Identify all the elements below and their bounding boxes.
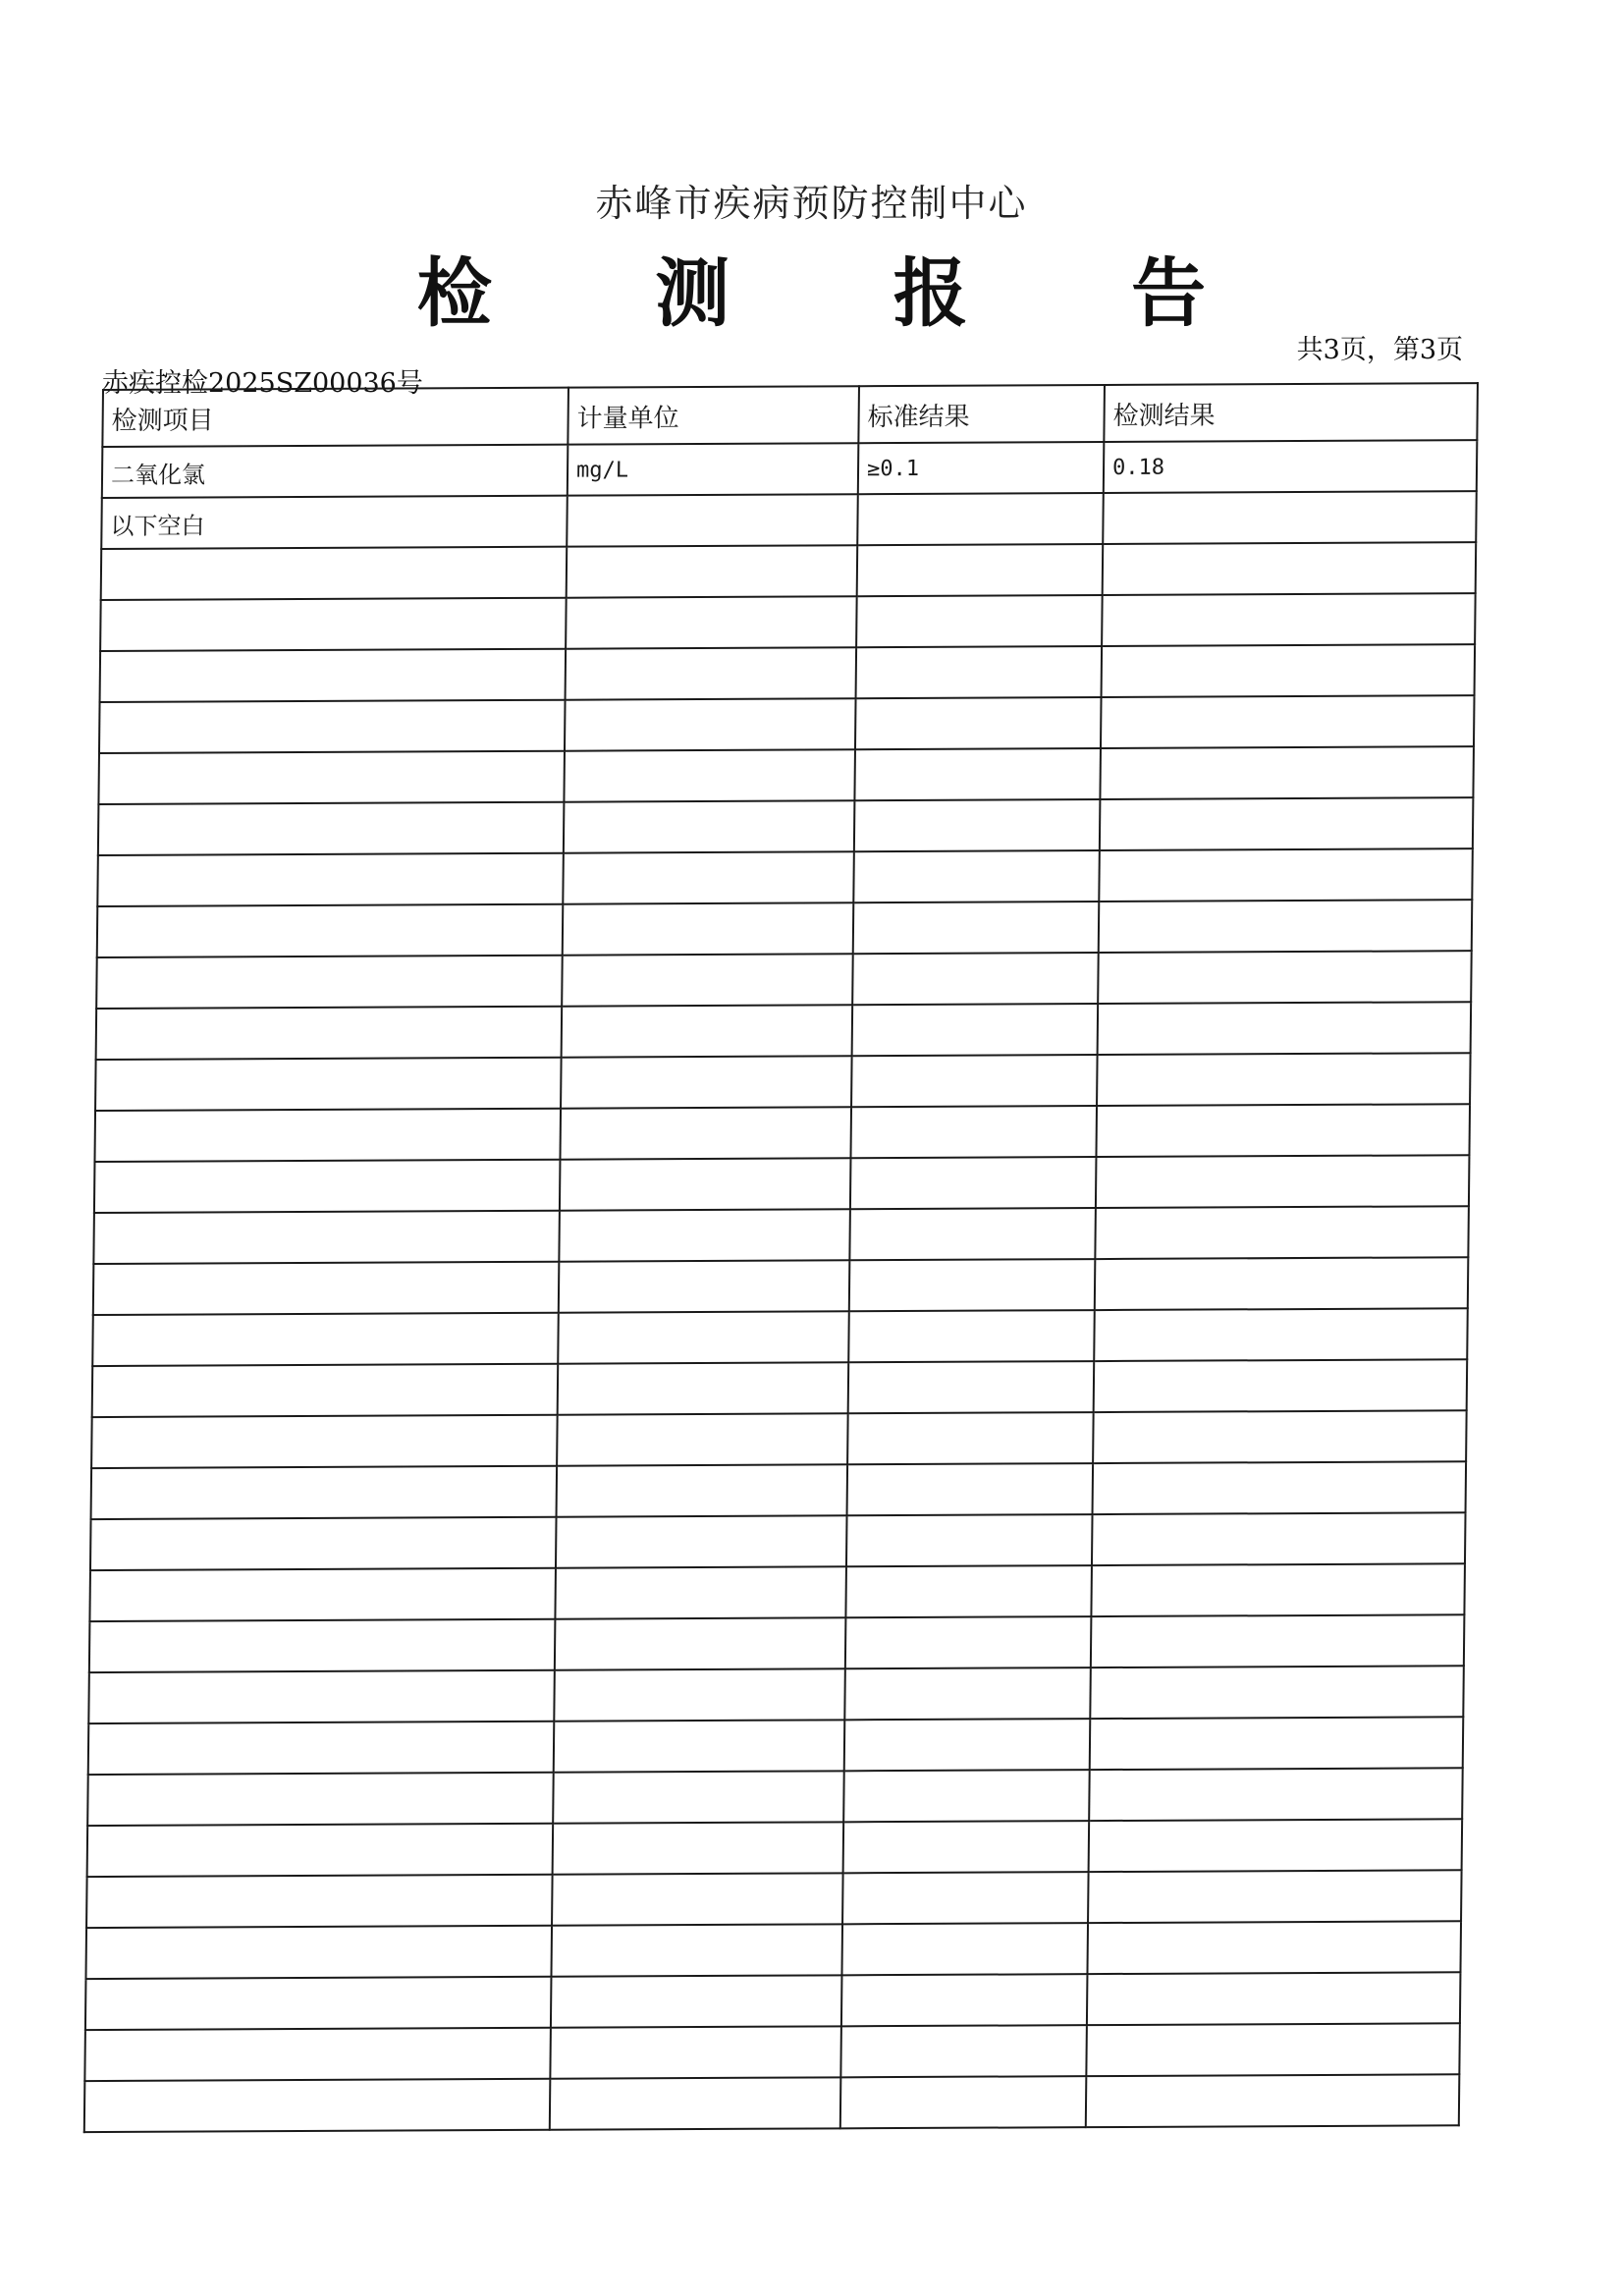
empty-cell <box>88 1722 555 1775</box>
empty-table-row <box>89 1563 1465 1621</box>
empty-table-row <box>98 746 1474 804</box>
empty-cell <box>849 1208 1096 1260</box>
empty-cell <box>854 799 1101 851</box>
column-header-item: 检测项目 <box>102 388 568 447</box>
empty-cell <box>1099 848 1473 902</box>
empty-table-row <box>85 1921 1461 1979</box>
empty-cell <box>1098 951 1472 1004</box>
empty-cell <box>88 1670 555 1723</box>
empty-cell <box>98 802 565 855</box>
empty-cell <box>1100 797 1474 850</box>
empty-cell <box>558 1311 849 1363</box>
empty-cell <box>855 697 1102 749</box>
empty-cell <box>566 647 857 699</box>
cell-standard: ≥0.1 <box>858 442 1105 494</box>
empty-cell <box>85 1977 552 2030</box>
empty-table-row <box>93 1206 1469 1264</box>
report-number: 赤疾控检2025SZ00036号 <box>102 368 423 399</box>
empty-table-row <box>91 1410 1467 1468</box>
empty-cell <box>95 1058 562 1111</box>
cell-unit: mg/L <box>568 443 859 495</box>
empty-cell <box>841 1923 1088 1975</box>
empty-cell <box>554 1720 845 1772</box>
empty-table-row <box>97 848 1473 906</box>
empty-cell <box>1094 1359 1468 1412</box>
empty-table-row <box>94 1155 1470 1213</box>
empty-cell <box>847 1412 1094 1464</box>
empty-table-row <box>100 644 1476 702</box>
empty-cell <box>552 1873 843 1925</box>
empty-cell <box>96 1007 563 1060</box>
empty-cell <box>843 1821 1090 1873</box>
cell-item: 二氧化氯 <box>102 445 568 498</box>
empty-cell <box>86 1875 553 1928</box>
empty-cell <box>844 1719 1091 1771</box>
empty-cell <box>1093 1461 1467 1514</box>
empty-cell <box>848 1361 1095 1413</box>
empty-cell <box>551 1975 842 2027</box>
empty-cell <box>847 1463 1094 1515</box>
cell-unit <box>567 494 858 546</box>
empty-table-row <box>94 1104 1470 1162</box>
empty-cell <box>94 1160 561 1213</box>
table-row <box>101 491 1477 549</box>
empty-cell <box>563 902 854 955</box>
empty-cell <box>84 2079 551 2132</box>
empty-cell <box>1095 1257 1469 1310</box>
empty-cell <box>845 1565 1092 1617</box>
empty-cell <box>550 2026 841 2078</box>
empty-cell <box>557 1464 848 1516</box>
empty-table-row <box>98 797 1474 855</box>
empty-cell <box>91 1415 558 1468</box>
empty-table-row <box>87 1819 1463 1877</box>
empty-cell <box>557 1413 848 1465</box>
cell-standard <box>857 493 1104 545</box>
empty-cell <box>91 1466 558 1519</box>
empty-cell <box>1088 1870 1462 1923</box>
empty-cell <box>84 2028 551 2081</box>
empty-cell <box>93 1211 560 1264</box>
empty-table-row <box>86 1870 1462 1928</box>
column-header-unit: 计量单位 <box>568 386 859 444</box>
empty-cell <box>842 1872 1089 1924</box>
empty-cell <box>1093 1410 1467 1463</box>
empty-cell <box>1089 1768 1463 1821</box>
empty-cell <box>1091 1614 1465 1667</box>
empty-cell <box>564 800 855 852</box>
cell-result: 0.18 <box>1104 440 1478 493</box>
empty-cell <box>553 1822 844 1874</box>
empty-cell <box>1099 900 1473 953</box>
empty-table-row <box>101 542 1477 600</box>
empty-table-row <box>99 695 1475 753</box>
empty-cell <box>555 1566 846 1618</box>
empty-cell <box>850 1106 1097 1158</box>
empty-cell <box>1096 1104 1470 1157</box>
empty-table-row <box>89 1614 1465 1672</box>
empty-table-row <box>95 1053 1471 1111</box>
empty-cell <box>559 1260 850 1312</box>
empty-cell <box>97 853 564 906</box>
empty-cell <box>98 751 565 804</box>
empty-table-row <box>96 1002 1472 1060</box>
document-title: 检 测 报 告 <box>416 249 1275 337</box>
empty-cell <box>1098 1002 1472 1055</box>
empty-cell <box>101 547 568 600</box>
empty-cell <box>100 649 567 702</box>
empty-cell <box>99 700 566 753</box>
empty-cell <box>1090 1717 1464 1770</box>
empty-table-row <box>87 1768 1463 1826</box>
empty-cell <box>92 1313 559 1366</box>
empty-cell <box>840 2076 1087 2128</box>
empty-cell <box>1092 1512 1466 1565</box>
empty-table-row <box>84 2023 1460 2081</box>
empty-cell <box>1087 1972 1461 2025</box>
empty-table-row <box>92 1359 1468 1417</box>
empty-cell <box>852 953 1099 1005</box>
empty-cell <box>1087 1921 1461 1974</box>
empty-cell <box>89 1568 556 1621</box>
empty-cell <box>100 598 567 651</box>
empty-cell <box>554 1668 845 1721</box>
empty-table-row <box>92 1308 1468 1366</box>
empty-table-row <box>88 1717 1464 1775</box>
empty-cell <box>97 904 564 957</box>
empty-cell <box>853 902 1100 954</box>
column-header-standard: 标准结果 <box>858 385 1105 443</box>
empty-cell <box>1101 695 1475 748</box>
empty-cell <box>1102 593 1476 646</box>
empty-cell <box>560 1158 851 1210</box>
empty-cell <box>562 1005 853 1057</box>
empty-cell <box>1086 2074 1460 2127</box>
empty-table-row <box>85 1972 1461 2030</box>
empty-cell <box>561 1056 852 1108</box>
empty-cell <box>852 1004 1099 1056</box>
empty-cell <box>551 1924 842 1976</box>
empty-cell <box>92 1364 559 1417</box>
empty-cell <box>96 956 563 1009</box>
empty-cell <box>848 1310 1095 1362</box>
empty-cell <box>846 1514 1093 1566</box>
empty-cell <box>87 1824 554 1877</box>
page-indicator: 共3页，第3页 <box>1296 335 1463 365</box>
table-header-row <box>102 383 1478 447</box>
empty-table-row <box>88 1666 1464 1723</box>
empty-table-row <box>100 593 1476 651</box>
empty-table-row <box>84 2074 1460 2132</box>
empty-cell <box>844 1667 1091 1720</box>
empty-cell <box>1100 746 1474 799</box>
empty-cell <box>1103 542 1477 595</box>
empty-cell <box>843 1770 1090 1822</box>
empty-cell <box>94 1109 561 1162</box>
empty-cell <box>856 595 1103 647</box>
empty-cell <box>564 749 855 801</box>
empty-cell <box>849 1259 1096 1311</box>
empty-cell <box>550 2077 841 2129</box>
empty-cell <box>558 1362 849 1414</box>
empty-cell <box>567 545 858 597</box>
empty-cell <box>1091 1563 1465 1616</box>
cell-result <box>1103 491 1477 544</box>
empty-table-row <box>90 1512 1466 1570</box>
empty-cell <box>1094 1308 1468 1361</box>
empty-cell <box>565 698 856 750</box>
empty-cell <box>90 1517 557 1570</box>
empty-cell <box>853 850 1100 902</box>
empty-cell <box>1097 1053 1471 1106</box>
empty-cell <box>566 596 857 648</box>
empty-cell <box>845 1616 1092 1668</box>
empty-cell <box>856 646 1103 698</box>
empty-cell <box>563 851 854 903</box>
empty-cell <box>85 1926 552 1979</box>
empty-cell <box>1089 1819 1463 1872</box>
empty-cell <box>555 1617 846 1669</box>
empty-cell <box>1090 1666 1464 1719</box>
empty-cell <box>562 954 853 1006</box>
empty-cell <box>89 1619 556 1672</box>
empty-table-row <box>93 1257 1469 1315</box>
empty-cell <box>854 748 1101 800</box>
empty-cell <box>87 1773 554 1826</box>
empty-cell <box>559 1209 850 1261</box>
empty-cell <box>556 1515 847 1567</box>
empty-cell <box>1095 1206 1469 1259</box>
empty-cell <box>93 1262 560 1315</box>
empty-cell <box>840 2025 1087 2077</box>
cell-item: 以下空白 <box>101 496 568 549</box>
empty-cell <box>857 544 1104 596</box>
empty-cell <box>1086 2023 1460 2076</box>
empty-cell <box>1096 1155 1470 1208</box>
empty-cell <box>1102 644 1476 697</box>
empty-cell <box>851 1055 1098 1107</box>
results-table <box>83 382 1479 2133</box>
empty-cell <box>553 1771 844 1823</box>
empty-cell <box>850 1157 1097 1209</box>
column-header-result: 检测结果 <box>1104 383 1478 442</box>
organization-name: 赤峰市疾病预防控制中心 <box>595 182 1028 225</box>
empty-table-row <box>97 900 1473 957</box>
empty-cell <box>841 1974 1088 2026</box>
table-row <box>102 440 1478 498</box>
empty-cell <box>560 1107 851 1159</box>
empty-table-row <box>96 951 1472 1009</box>
empty-table-row <box>91 1461 1467 1519</box>
